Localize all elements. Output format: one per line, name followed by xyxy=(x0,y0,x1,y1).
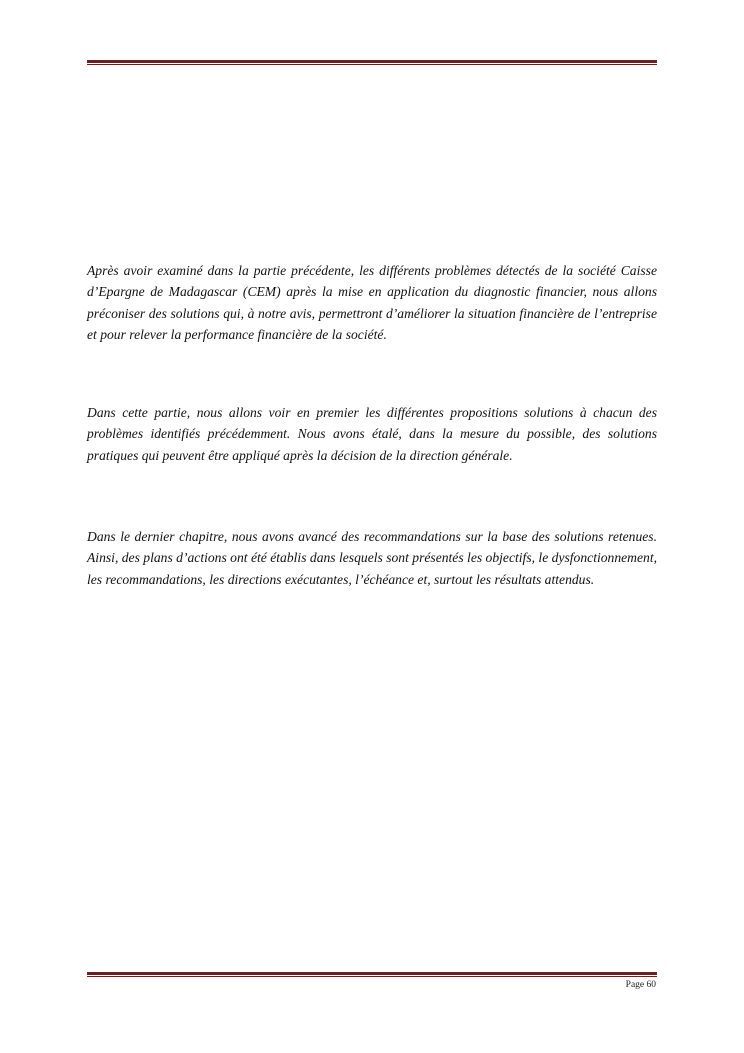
footer-rule-thick-line xyxy=(87,972,657,975)
page-number: Page 60 xyxy=(625,980,656,990)
footer-rule xyxy=(87,972,657,977)
header-rule-thin-line xyxy=(87,64,657,65)
paragraph-recommendations-overview: Dans le dernier chapitre, nous avons avancé des recommandations sur la base des solutions retenues. Ainsi, des plans d’actions ont été établis dans lesquels sont présentés les objectifs, le dysfonctionnement, les recommandations, les directions exécutantes, l’échéance et, surtout les résultats attendus. xyxy=(87,529,657,587)
paragraph-solutions-overview: Dans cette partie, nous allons voir en premier les différentes propositions solutions à chacun des problèmes identifiés précédemment. Nous avons étalé, dans la mesure du possible, des solutions pratiques qui peuvent être appliqué après la décision de la direction générale. xyxy=(87,405,657,463)
header-rule-thick-line xyxy=(87,60,657,63)
footer-rule-thin-line xyxy=(87,976,657,977)
header-rule xyxy=(87,60,657,65)
paragraph-introduction: Après avoir examiné dans la partie précédente, les différents problèmes détectés de la société Caisse d’Epargne de Madagascar (CEM) après la mise en application du diagnostic financier, nous allons préconiser des solutions qui, à notre avis, permettront d’améliorer la situation financière de l’entreprise et pour relever la performance financière de la société. xyxy=(87,263,657,342)
